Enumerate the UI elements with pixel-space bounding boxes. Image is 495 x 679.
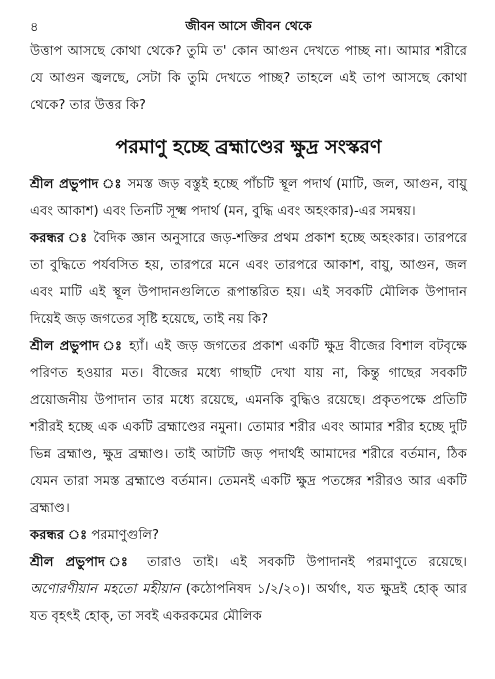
scripture-quote: অণোরণীয়ান মহতো মহীয়ান — [30, 582, 180, 597]
intro-paragraph: উত্তাপ আসছে কোথা থেকে? তুমি ত' কোন আগুন দেখতে পাচ্ছ না। আমার শরীরে যে আগুন জ্বলছে, সেটা কি তুমি দেখতে পাচ্ছ? তাহলে এই তাপ আসছে কোথা থেকে? তার উত্তর কি? — [30, 44, 467, 113]
dialogue-text: বৈদিক জ্ঞান অনুসারে জড়-শক্তির প্রথম প্রকাশ হচ্ছে অহংকার। তারপরে তা বুদ্ধিতে পর্যবসিত হয়, তারপরে মনে এবং তারপরে আকাশ, বায়ু, আগুন, জল এবং মাটি এই স্থূল উপাদানগুলিতে রূপান্তরিত হয়। এই সবকটি মৌলিক উপাদান দিয়েই জড় জগতের সৃষ্টি হয়েছে, তাই নয় কি? — [30, 231, 467, 327]
dialogue-turn-2 — [30, 225, 467, 333]
dialogue-turn-3 — [30, 333, 467, 522]
speaker-label: শ্রীল প্রভুপাদ ঃ — [30, 177, 123, 192]
dialogue-text: পরমাণুগুলি? — [91, 528, 160, 543]
dialogue-turn-1 — [30, 171, 467, 225]
page-header — [30, 4, 467, 38]
speaker-label: করন্ধর ঃ — [30, 528, 88, 543]
page-number: ৪ — [30, 20, 39, 35]
dialogue-turn-5 — [30, 549, 467, 630]
dialogue-text: হ্যাঁ। এই জড় জগতের প্রকাশ একটি ক্ষুদ্র বীজের বিশাল বটবৃক্ষে পরিণত হওয়ার মত। বীজের মধ্যে গাছটি দেখা যায় না, কিন্তু গাছের সবকটি প্রয়োজনীয় উপাদান তার মধ্যে রয়েছে, এমনকি বুদ্ধিও রয়েছে। প্রকৃতপক্ষে প্রতিটি শরীরই হচ্ছে এক একটি ব্রহ্মাণ্ডের নমুনা। তোমার শরীর এবং আমার শরীর হচ্ছে দুটি ভিন্ন ব্রহ্মাণ্ড, ক্ষুদ্র ব্রহ্মাণ্ড। তাই আটটি জড় পদার্থই আমাদের শরীরে বর্তমান, ঠিক যেমন তারা সমস্ত ব্রহ্মাণ্ডে বর্তমান। তেমনই একটি ক্ষুদ্র পতঙ্গের শরীরও আর একটি ব্রহ্মাণ্ড। — [30, 339, 467, 516]
running-title: জীবন আসে জীবন থেকে — [185, 18, 312, 33]
dialogue-text: তারাও তাই। এই সবকটি উপাদানই পরমাণুতে রয়েছে। — [147, 555, 467, 570]
dialogue-text: সমস্ত জড় বস্তুই হচ্ছে পাঁচটি স্থূল পদার্থ (মাটি, জল, আগুন, বায়ু এবং আকাশ) এবং তিনটি সূক্ষ্ম পদার্থ (মন, বুদ্ধি এবং অহংকার)-এর সমন্বয়। — [30, 177, 467, 219]
speaker-label: করন্ধর ঃ — [30, 231, 89, 246]
speaker-label: শ্রীল প্রভুপাদ ঃ — [30, 339, 124, 354]
dialogue-turn-4 — [30, 522, 467, 549]
dialogue-text: (কঠোপনিষদ ১/২/২০)। অর্থাৎ, যত ক্ষুদ্রই হোক্ আর যত বৃহৎই হোক্, তা সবই একরকমের মৌলিক — [30, 582, 467, 624]
page-body — [30, 38, 467, 630]
section-heading: পরমাণু হচ্ছে ব্রহ্মাণ্ডের ক্ষুদ্র সংস্করণ — [115, 136, 382, 158]
speaker-label: শ্রীল প্রভুপাদ ঃ — [30, 555, 136, 570]
